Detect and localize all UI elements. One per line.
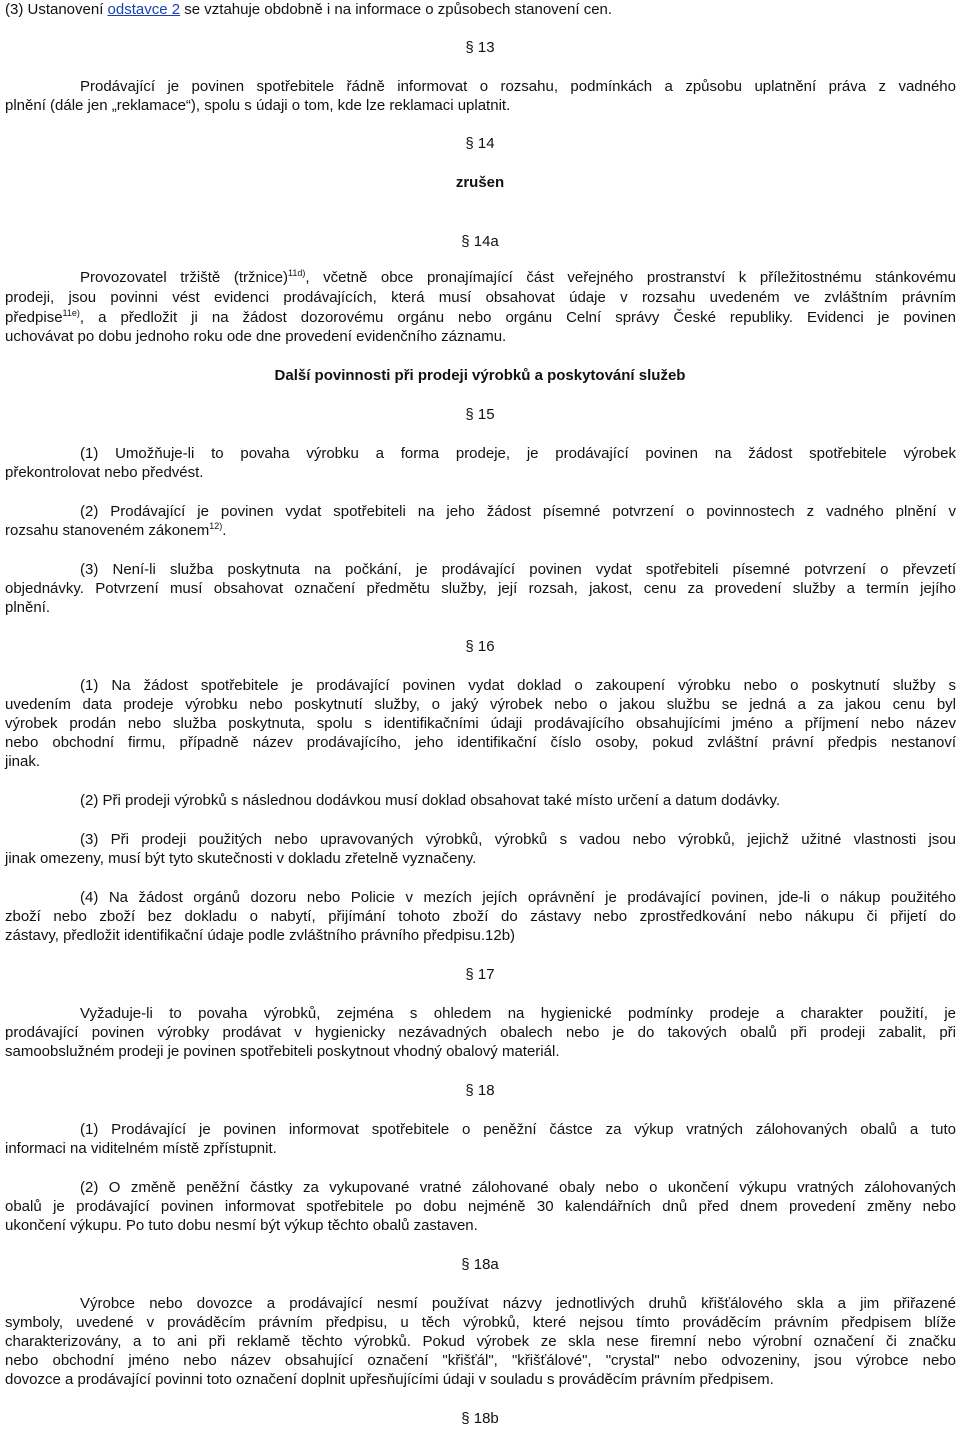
paragraph-line: uchovávat po dobu jednoho roku ode dne provedení evidenčního záznamu. — [5, 328, 507, 345]
paragraph-line: symboly, uvedené v prováděcím právním předpisu, u těch výrobků, které nejsou tímto prováděcím právním předpisem blíže — [5, 1314, 956, 1331]
paragraph-line: Prodávající je povinen spotřebitele řádně informovat o rozsahu, podmínkách a způsobu uplatnění práva z vadného — [80, 78, 956, 95]
paragraph-line: překontrolovat nebo předvést. — [5, 464, 204, 481]
paragraph-line: (1) Umožňuje-li to povaha výrobku a forma prodeje, je prodávající povinen na žádost spotřebitele výrobek — [80, 445, 956, 462]
paragraph-line: samoobslužném prodeji je povinen spotřebiteli poskytnout vhodný obalový materiál. — [5, 1043, 560, 1060]
paragraph-line: zboží nebo zboží bez dokladu o nabytí, přijímání tohoto zboží do zástavy nebo zprostředkování nebo nákupu či přijetí do — [5, 908, 956, 925]
paragraph-line: plnění. — [5, 599, 51, 616]
section-heading-18b: § 18b — [461, 1410, 499, 1427]
paragraph-line: (1) Prodávající je povinen informovat spotřebitele o peněžní částce za výkup vratných zálohovaných obalů a tuto — [80, 1121, 956, 1138]
paragraph-line: předpise$^{11e)}$, a předložit ji na žádost dozorovému orgánu nebo orgánu Celní správy České republiky. Evidenci je povinen — [5, 308, 956, 326]
paragraph-line: (3) Při prodeji použitých nebo upravovaných výrobků, výrobků s vadou nebo výrobků, jejichž užitné vlastnosti jsou — [80, 831, 956, 848]
paragraph-line: (3) Není-li služba poskytnuta na počkání, je prodávající povinen vydat spotřebiteli písemné potvrzení o převzetí — [80, 561, 956, 578]
part-title: Další povinnosti při prodeji výrobků a poskytování služeb — [274, 367, 686, 384]
section-heading-18: § 18 — [465, 1082, 495, 1099]
section-heading-18a: § 18a — [461, 1256, 499, 1273]
paragraph-line: zástavy, předložit identifikační údaje podle zvláštního právního předpisu.12b) — [5, 927, 516, 944]
section-heading-15: § 15 — [465, 406, 495, 423]
paragraph-line: dovozce a prodávající povinni toto označení doplnit upřesňujícími údaji v souladu s prováděcím právním předpisem. — [5, 1371, 774, 1388]
section-heading-16: § 16 — [465, 638, 495, 655]
section-status: zrušen — [455, 174, 505, 191]
paragraph-text: (3) Ustanovení — [5, 1, 108, 18]
paragraph-line: jinak. — [5, 753, 41, 770]
paragraph-line: (2) Při prodeji výrobků s následnou dodávkou musí doklad obsahovat také místo určení a datum dodávky. — [80, 792, 781, 809]
section-heading-14a: § 14a — [461, 233, 499, 250]
section-heading-13: § 13 — [465, 39, 495, 56]
paragraph-line: obalů je prodávající povinen informovat spotřebitele po dobu nejméně 30 kalendářních dnů před dnem provedení změny nebo — [5, 1198, 956, 1215]
paragraph-line: jinak omezeny, musí být tyto skutečnosti v dokladu zřetelně vyznačeny. — [5, 850, 477, 867]
paragraph-line: prodeji, jsou povinni vést evidenci prodávajících, která musí obsahovat údaje v rozsahu uvedeném ve zvláštním právním — [5, 289, 956, 306]
footnote-ref: 11d) — [288, 268, 306, 278]
footnote-ref: 11e) — [62, 308, 80, 318]
paragraph-line: (1) Na žádost spotřebitele je prodávající povinen vydat doklad o zakoupení výrobku nebo o poskytnutí služby s — [80, 677, 956, 694]
paragraph-line: Výrobce nebo dovozce a prodávající nesmí používat názvy jednotlivých druhů křišťálového skla a jim přiřazené — [80, 1295, 956, 1312]
paragraph-line: nebo obchodní firmu, případně název prodávajícího, jeho identifikační číslo osoby, pokud zvláštní právní předpis nestanoví — [5, 734, 956, 751]
paragraph-line — [5, 0, 956, 19]
paragraph-line: (2) Prodávající je povinen vydat spotřebiteli na jeho žádost písemné potvrzení o povinnostech z vadného plnění v — [80, 503, 956, 520]
paragraph-line: Vyžaduje-li to povaha výrobků, zejména s ohledem na hygienické podmínky prodeje a charakter použití, je — [80, 1005, 956, 1022]
paragraph-line: rozsahu stanoveném zákonem$^{12)}$. — [5, 521, 227, 539]
paragraph-line: (2) O změně peněžní částky za vykupované vratné zálohované obaly nebo o ukončení výkupu vratných zálohovaných — [80, 1179, 956, 1196]
section-heading-14: § 14 — [465, 135, 495, 152]
paragraph-line: výrobek prodán nebo služba poskytnuta, spolu s identifikačními údaji prodávajícího obsahujícími jméno a příjmení nebo název — [5, 715, 956, 732]
paragraph-link[interactable]: odstavce 2 — [107, 1, 181, 18]
paragraph-line: Provozovatel tržiště (tržnice)$^{11d)}$, včetně obce pronajímající část veřejného prostranství k příležitostnému stánkovému — [80, 268, 956, 286]
paragraph-line: charakterizovány, a to ani při reklamě těchto výrobků. Pokud výrobek ze skla nese firemní nebo výrobní označení či značku — [5, 1333, 956, 1350]
paragraph-line: ukončení výkupu. Po tuto dobu nesmí být výkup těchto obalů zastaven. — [5, 1217, 478, 1234]
paragraph-line: informaci na viditelném místě zpřístupnit. — [5, 1140, 277, 1157]
section-heading-17: § 17 — [465, 966, 495, 983]
paragraph-line: uvedením data prodeje výrobku nebo poskytnutí služby, o jaký výrobek nebo o jakou službu se jedná a za jakou cenu byl — [5, 696, 956, 713]
paragraph-line: plnění (dále jen „reklamace“), spolu s údaji o tom, kde lze reklamaci uplatnit. — [5, 97, 511, 114]
paragraph-line: prodávající povinen výrobky prodávat v hygienicky nezávadných obalech nebo je do takových obalů při prodeji zabalit, při — [5, 1024, 956, 1041]
paragraph-line: objednávky. Potvrzení musí obsahovat označení předmětu služby, její rozsah, jakost, cenu za provedení služby a termín jejího — [5, 580, 956, 597]
paragraph-text: se vztahuje obdobně i na informace o způsobech stanovení cen. — [180, 1, 613, 18]
paragraph-line: (4) Na žádost orgánů dozoru nebo Policie v mezích jejích oprávnění je prodávající povinen, jde-li o nákup použitého — [80, 889, 956, 906]
paragraph-line: nebo obchodní jméno nebo název obsahující označení "křišťál", "křišťálové", "crystal" nebo odvozeniny, jsou výrobce nebo — [5, 1352, 956, 1369]
footnote-ref: 12) — [209, 521, 223, 531]
